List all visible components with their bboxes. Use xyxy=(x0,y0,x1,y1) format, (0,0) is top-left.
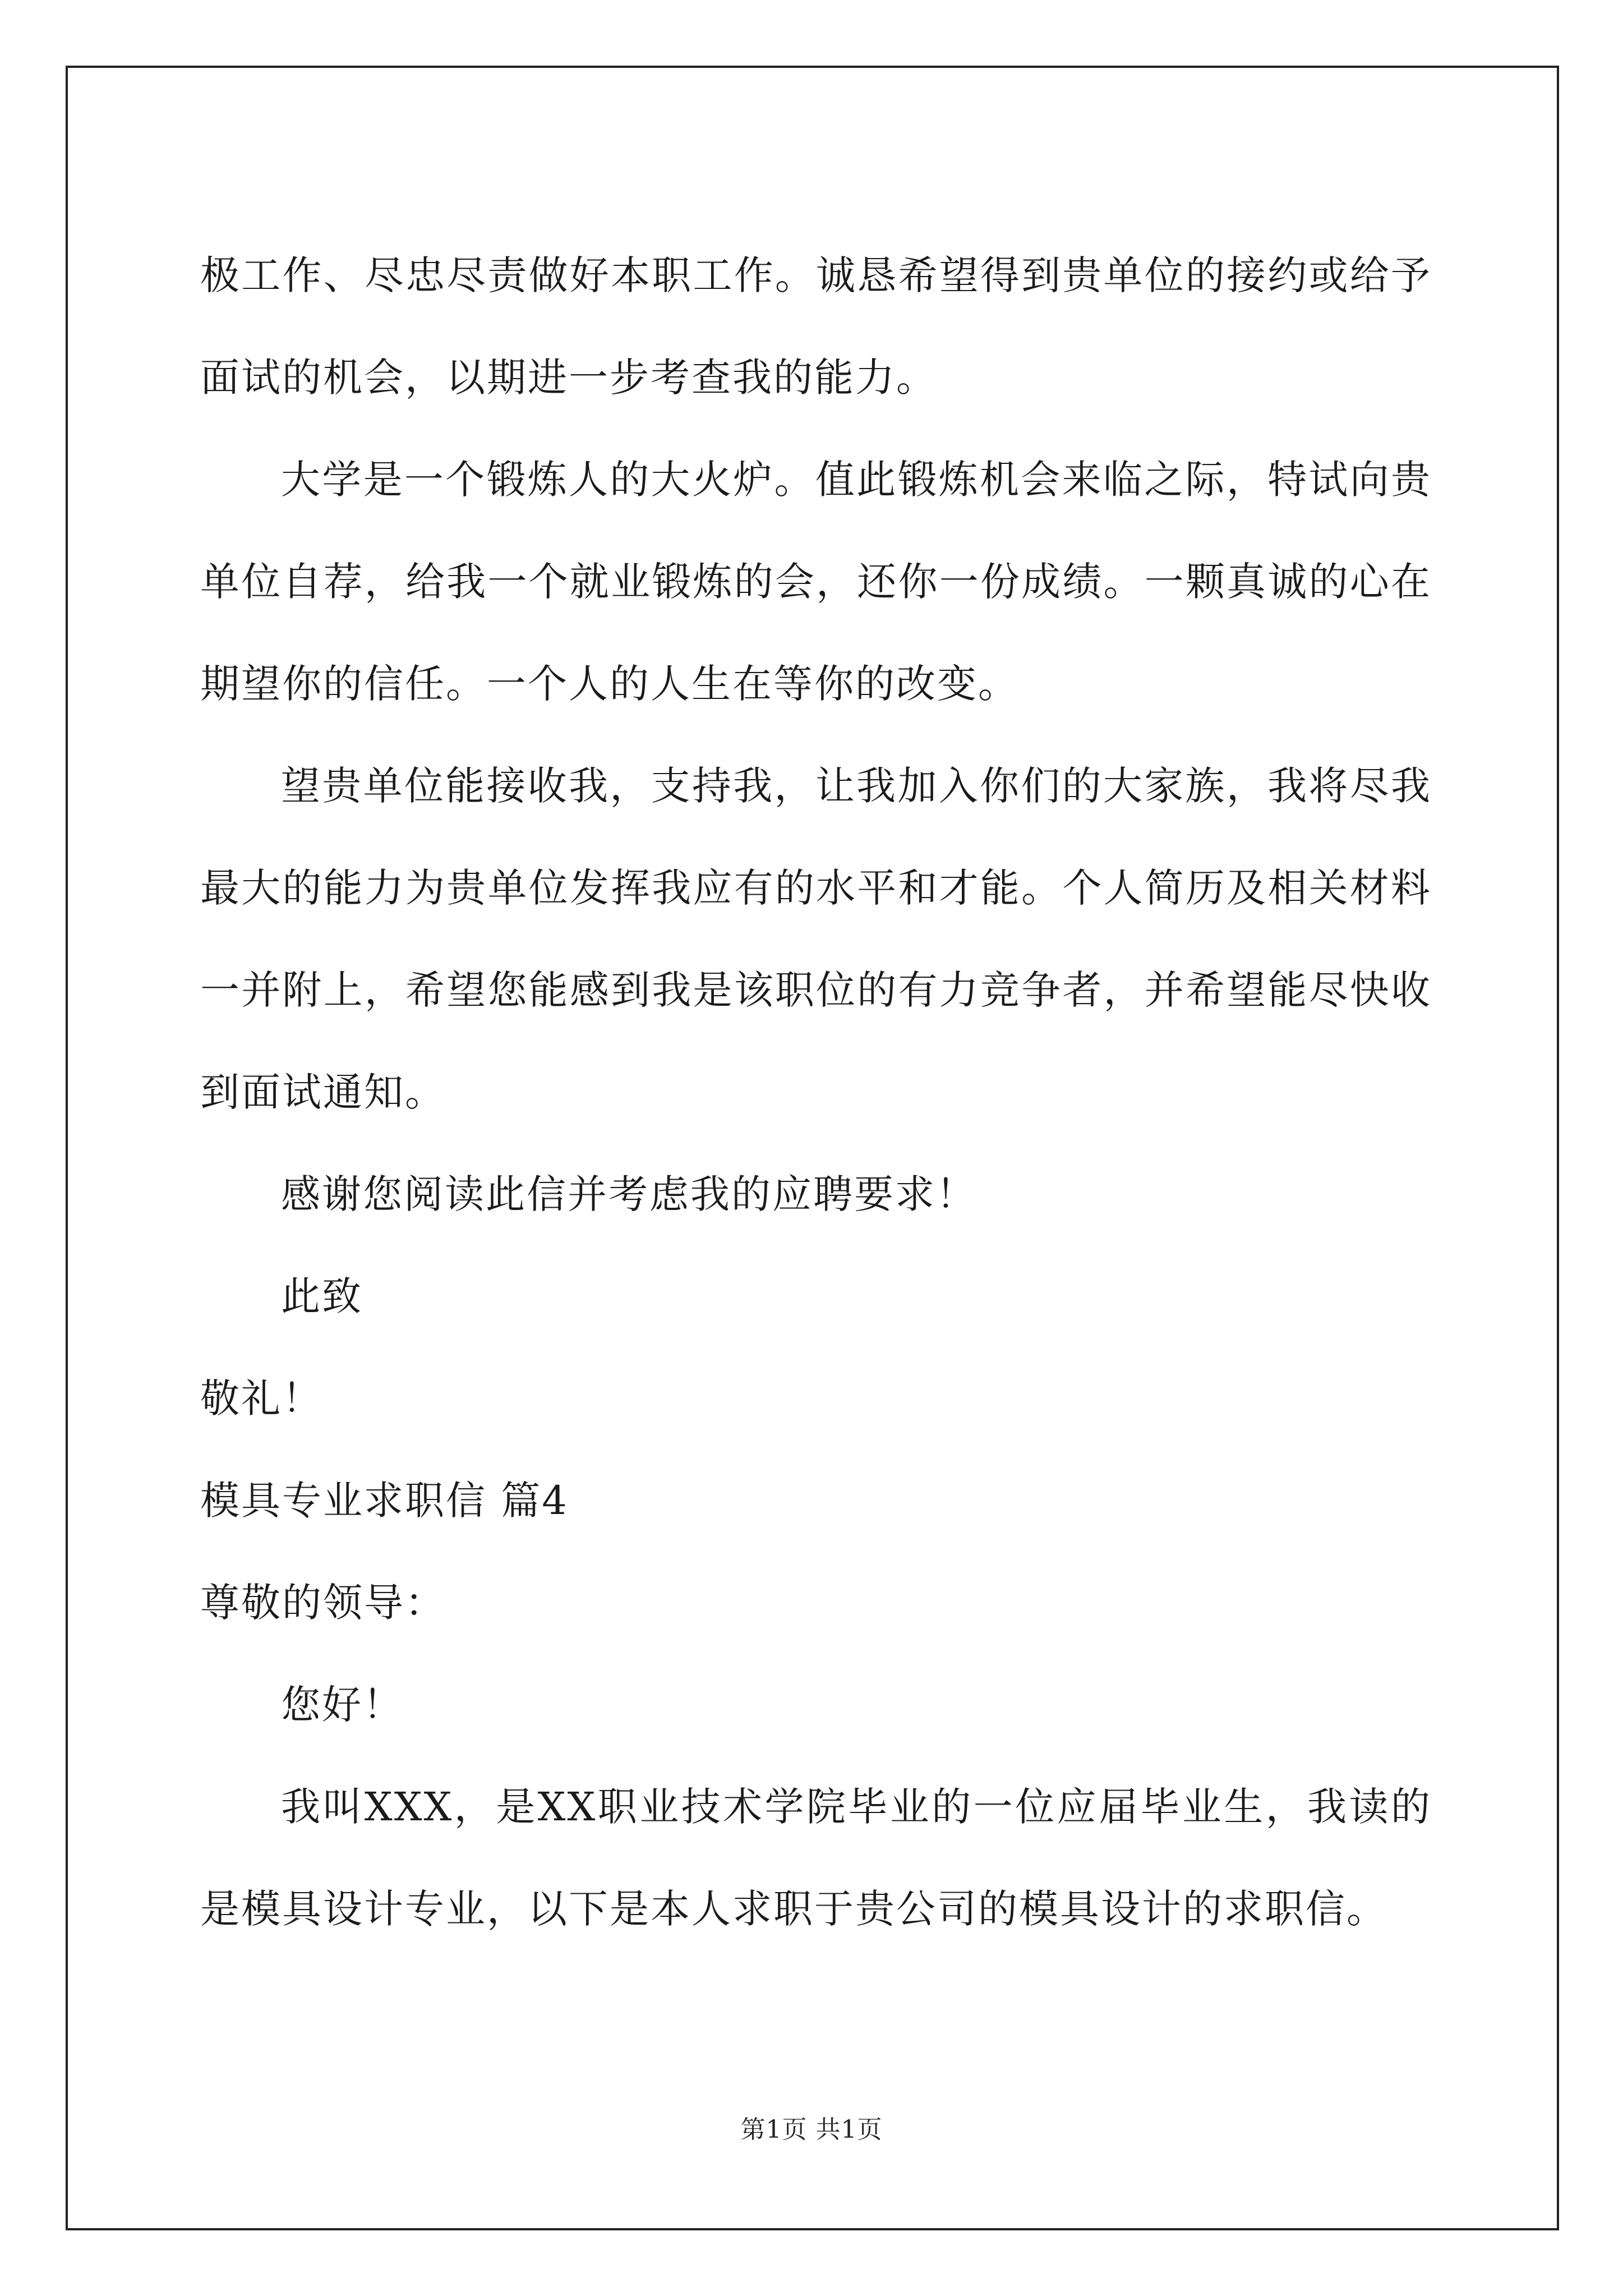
greeting: 您好！ xyxy=(281,1682,404,1728)
page-footer: 第1页 共1页 xyxy=(740,2115,883,2144)
greeting-address: 尊敬的领导： xyxy=(200,1580,446,1626)
paragraph-4: 感谢您阅读此信并考虑我的应聘要求！ xyxy=(281,1171,977,1217)
paragraph-2: 大学是一个锻炼人的大火炉。值此锻炼机会来临之际，特试向贵单位自荐，给我一个就业锻炼的会，还你一份成绩。一颗真诚的心在期望你的信任。一个人的人生在等你的改变。 xyxy=(200,457,1432,707)
paragraph-1: 极工作、尽忠尽责做好本职工作。诚恳希望得到贵单位的接约或给予面试的机会，以期进一步考查我的能力。 xyxy=(200,252,1432,401)
paragraph-intro: 我叫XXX，是XX职业技术学院毕业的一位应届毕业生，我读的是模具设计专业，以下是本人求职于贵公司的模具设计的求职信。 xyxy=(200,1784,1432,1932)
closing-regards: 敬礼！ xyxy=(200,1375,323,1421)
paragraph-3: 望贵单位能接收我，支持我，让我加入你们的大家族，我将尽我最大的能力为贵单位发挥我应有的水平和才能。个人简历及相关材料一并附上，希望您能感到我是该职位的有力竞争者，并希望能尽快收到面试通知。 xyxy=(200,763,1432,1115)
section-title: 模具专业求职信 篇4 xyxy=(200,1478,569,1524)
document-body xyxy=(200,224,1432,1960)
closing-salutation: 此致 xyxy=(281,1273,363,1319)
